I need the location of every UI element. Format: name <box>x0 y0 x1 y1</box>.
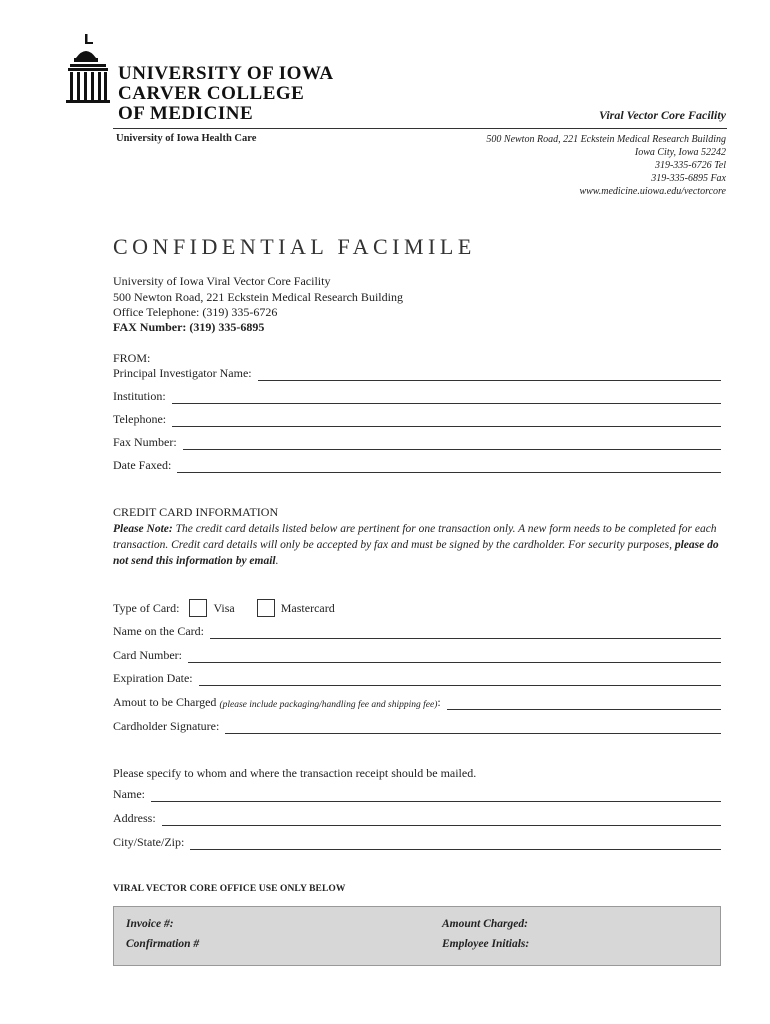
field-label: City/State/Zip: <box>113 835 185 849</box>
amount-charged-label: Amount Charged: <box>442 918 528 930</box>
field-line[interactable] <box>172 414 721 427</box>
logo-line-1: UNIVERSITY OF IOWA <box>118 63 334 84</box>
date-faxed-field[interactable] <box>113 457 721 473</box>
credit-card-heading: CREDIT CARD INFORMATION <box>113 505 279 519</box>
amount-colon: : <box>437 695 441 709</box>
visa-label: Visa <box>213 600 235 615</box>
expiration-date-field[interactable] <box>113 670 721 686</box>
confirmation-label: Confirmation # <box>126 938 200 950</box>
field-label: Institution: <box>113 389 166 403</box>
invoice-label: Invoice #: <box>126 918 174 930</box>
field-line[interactable] <box>172 391 721 404</box>
address-line: Iowa City, Iowa 52242 <box>634 147 726 158</box>
field-label: Cardholder Signature: <box>113 719 220 733</box>
facility-name: Viral Vector Core Facility <box>598 108 726 122</box>
mastercard-label: Mastercard <box>280 600 335 615</box>
health-care-label: University of Iowa Health Care <box>116 133 257 144</box>
amount-field[interactable] <box>113 694 721 710</box>
note-body: The credit card details listed below are pertinent for one transaction only. A new form needs to be completed for each transaction. Credit card details will only be accepted by fax and must be signed by the cardholder. For security purposes, <box>113 523 717 551</box>
logo-line-3: OF MEDICINE <box>118 103 254 124</box>
note-lead: Please Note: <box>113 523 173 535</box>
mastercard-checkbox[interactable] <box>257 599 275 617</box>
field-label: Expiration Date: <box>113 671 193 685</box>
institution-field[interactable] <box>113 388 721 404</box>
address-line: 319-335-6726 Tel <box>654 160 726 171</box>
pi-name-field[interactable] <box>113 365 721 381</box>
field-line[interactable] <box>162 813 721 826</box>
field-label: Amout to be Charged <box>113 695 217 709</box>
info-line: University of Iowa Viral Vector Core Facility <box>113 274 331 288</box>
facility-address <box>486 133 726 198</box>
field-line[interactable] <box>258 368 721 381</box>
receipt-city-field[interactable] <box>113 834 721 850</box>
info-line: 500 Newton Road, 221 Eckstein Medical Research Building <box>113 290 403 304</box>
field-line[interactable] <box>190 837 721 850</box>
receipt-address-field[interactable] <box>113 810 721 826</box>
office-use-box <box>113 906 721 966</box>
address-line: www.medicine.uiowa.edu/vectorcore <box>579 186 726 197</box>
amount-note: (please include packaging/handling fee and shipping fee) <box>219 700 438 710</box>
field-line[interactable] <box>151 789 721 802</box>
signature-field[interactable] <box>113 718 721 734</box>
info-line: Office Telephone: (319) 335-6726 <box>113 305 278 319</box>
credit-card-note <box>113 521 721 569</box>
card-number-field[interactable] <box>113 647 721 663</box>
field-line[interactable] <box>188 650 721 663</box>
card-type-label: Type of Card: <box>113 600 180 615</box>
card-type-row <box>113 599 335 617</box>
field-line[interactable] <box>183 437 721 450</box>
field-label: Fax Number: <box>113 435 177 449</box>
address-line: 319-335-6895 Fax <box>651 173 726 184</box>
note-warning: please do not send this information by email <box>113 539 719 567</box>
field-label: Date Faxed: <box>113 458 172 472</box>
fax-number-line: FAX Number: (319) 335-6895 <box>113 320 265 334</box>
field-line[interactable] <box>177 460 721 473</box>
field-label: Telephone: <box>113 412 167 426</box>
field-label: Name on the Card: <box>113 624 204 638</box>
field-line[interactable] <box>225 721 721 734</box>
logo-line-2: CARVER COLLEGE <box>118 83 305 104</box>
telephone-field[interactable] <box>113 411 721 427</box>
field-line[interactable] <box>199 673 721 686</box>
employee-initials-label: Employee Initials: <box>442 938 530 950</box>
old-capitol-logo-icon <box>66 34 110 104</box>
header-divider <box>113 128 727 129</box>
address-line: 500 Newton Road, 221 Eckstein Medical Research Building <box>486 134 726 145</box>
receipt-instruction: Please specify to whom and where the transaction receipt should be mailed. <box>113 766 477 780</box>
name-on-card-field[interactable] <box>113 623 721 639</box>
from-heading: FROM: <box>113 351 151 365</box>
document-title: CONFIDENTIAL FACIMILE <box>113 234 476 259</box>
field-line[interactable] <box>210 626 721 639</box>
field-line[interactable] <box>447 697 721 710</box>
field-label: Address: <box>113 811 156 825</box>
receipt-name-field[interactable] <box>113 786 721 802</box>
field-label: Name: <box>113 787 145 801</box>
visa-checkbox[interactable] <box>189 599 207 617</box>
field-label: Card Number: <box>113 648 182 662</box>
note-end: . <box>275 555 279 567</box>
office-use-heading: VIRAL VECTOR CORE OFFICE USE ONLY BELOW <box>113 884 346 894</box>
field-label: Principal Investigator Name: <box>113 366 252 380</box>
fax-number-field[interactable] <box>113 434 721 450</box>
